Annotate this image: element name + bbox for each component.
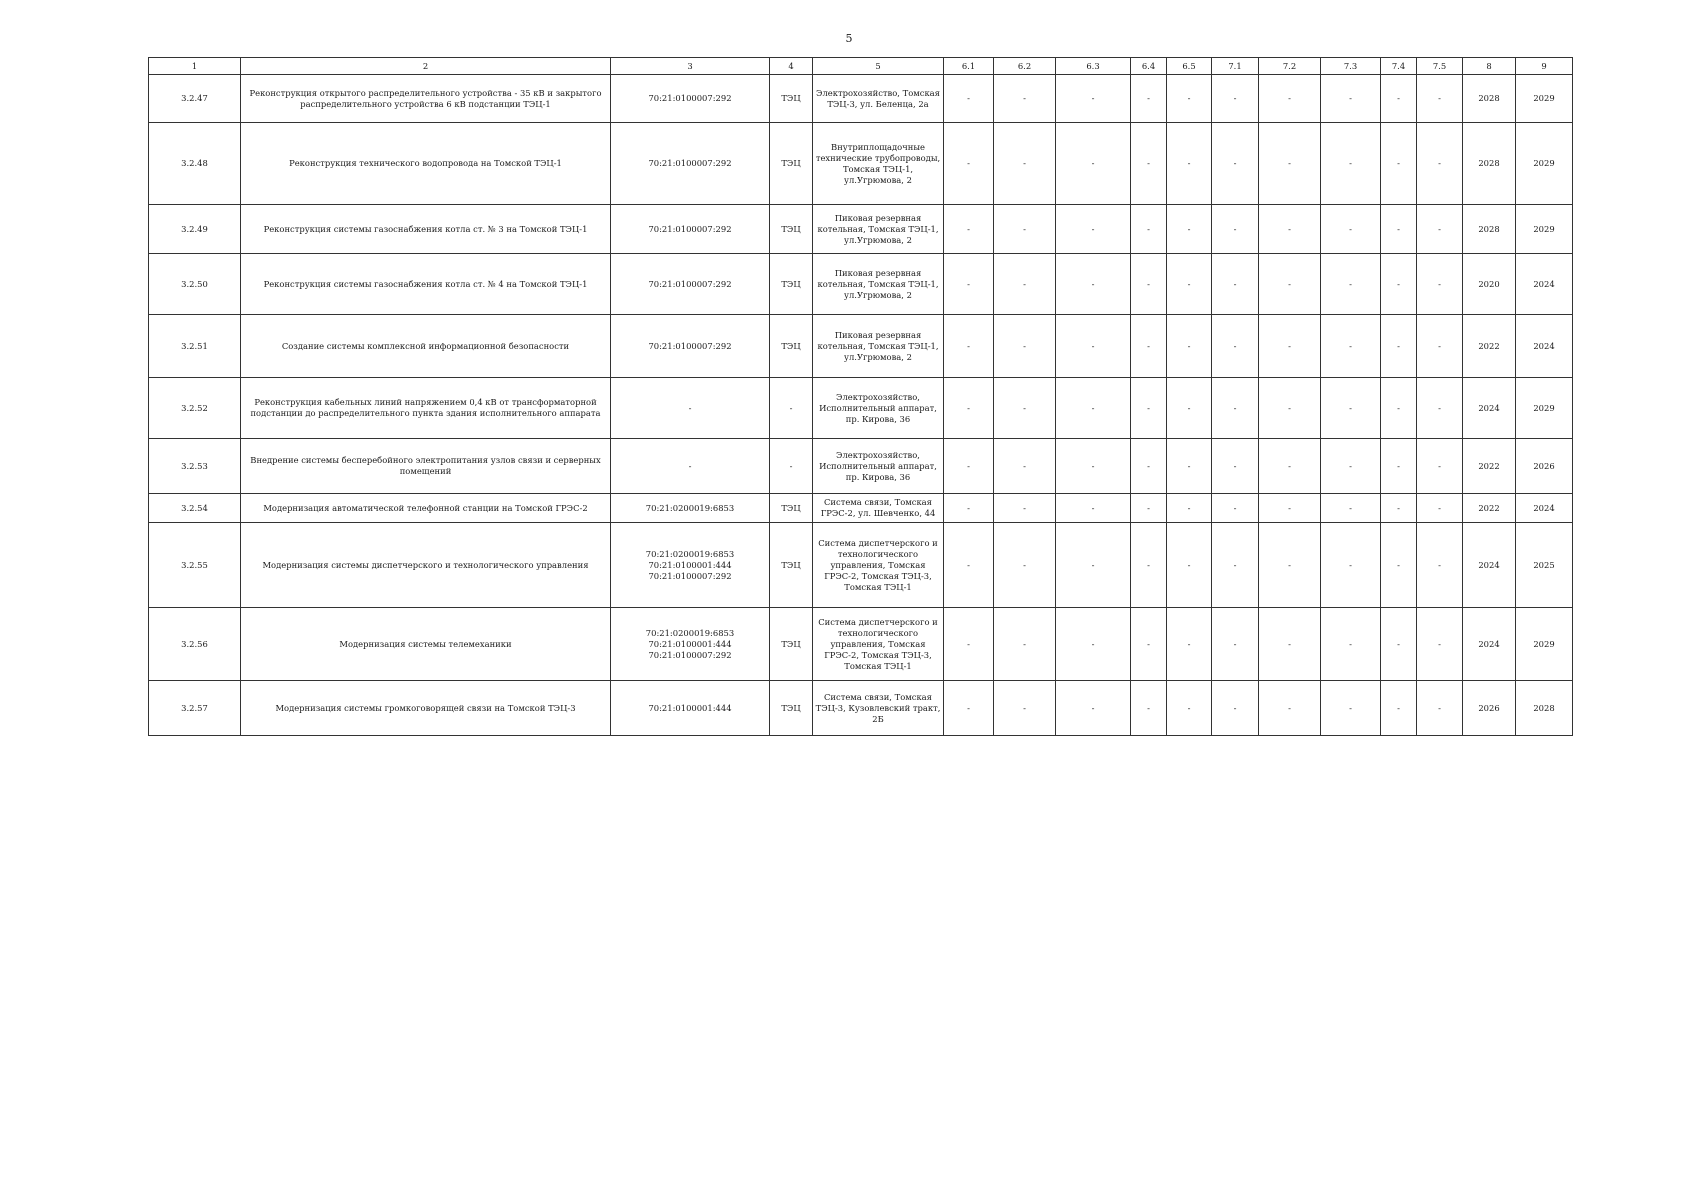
table-row — [149, 439, 1573, 494]
start-year-cell: 2022 — [1463, 494, 1516, 523]
value-6-2-cell: - — [994, 608, 1056, 681]
row-number-cell: 3.2.56 — [149, 608, 241, 681]
row-number-cell: 3.2.51 — [149, 315, 241, 378]
value-6-3-cell: - — [1056, 681, 1131, 736]
value-6-1-cell: - — [944, 681, 994, 736]
start-year-cell: 2028 — [1463, 123, 1516, 205]
value-7-3-cell: - — [1321, 439, 1381, 494]
value-6-2-cell: - — [994, 439, 1056, 494]
value-7-1-cell: - — [1212, 315, 1259, 378]
cadastral-number-cell: - — [611, 439, 770, 494]
project-name-cell: Внедрение системы бесперебойного электропитания узлов связи и серверных помещений — [241, 439, 611, 494]
object-type-cell: ТЭЦ — [770, 523, 813, 608]
value-7-4-cell: - — [1381, 75, 1417, 123]
start-year-cell: 2026 — [1463, 681, 1516, 736]
value-6-3-cell: - — [1056, 494, 1131, 523]
value-7-3-cell: - — [1321, 608, 1381, 681]
object-location-cell: Электрохозяйство, Исполнительный аппарат, пр. Кирова, 36 — [813, 378, 944, 439]
value-6-3-cell: - — [1056, 523, 1131, 608]
value-6-1-cell: - — [944, 523, 994, 608]
end-year-cell: 2024 — [1516, 315, 1573, 378]
value-7-2-cell: - — [1259, 254, 1321, 315]
value-6-3-cell: - — [1056, 205, 1131, 254]
page-number: 5 — [845, 32, 853, 45]
column-header: 7.2 — [1259, 58, 1321, 75]
cadastral-number-cell: 70:21:0100007:292 — [611, 315, 770, 378]
table-row — [149, 608, 1573, 681]
column-header: 6.4 — [1131, 58, 1167, 75]
table-row — [149, 205, 1573, 254]
value-6-1-cell: - — [944, 315, 994, 378]
project-name-cell: Создание системы комплексной информационной безопасности — [241, 315, 611, 378]
project-name-cell: Реконструкция системы газоснабжения котла ст. № 3 на Томской ТЭЦ-1 — [241, 205, 611, 254]
cadastral-number-cell: 70:21:0100007:292 — [611, 123, 770, 205]
value-7-4-cell: - — [1381, 123, 1417, 205]
table-row — [149, 315, 1573, 378]
project-name-cell: Модернизация системы телемеханики — [241, 608, 611, 681]
value-7-5-cell: - — [1417, 123, 1463, 205]
column-header: 3 — [611, 58, 770, 75]
object-location-cell: Пиковая резервная котельная, Томская ТЭЦ-1, ул.Угрюмова, 2 — [813, 315, 944, 378]
object-type-cell: ТЭЦ — [770, 494, 813, 523]
cadastral-number-cell: 70:21:0100001:444 — [611, 681, 770, 736]
value-6-1-cell: - — [944, 205, 994, 254]
table-row — [149, 123, 1573, 205]
value-7-4-cell: - — [1381, 378, 1417, 439]
value-7-2-cell: - — [1259, 523, 1321, 608]
value-6-5-cell: - — [1167, 123, 1212, 205]
end-year-cell: 2025 — [1516, 523, 1573, 608]
table-body — [149, 75, 1573, 736]
cadastral-number-cell: 70:21:0200019:6853 — [611, 494, 770, 523]
column-header: 7.5 — [1417, 58, 1463, 75]
start-year-cell: 2024 — [1463, 523, 1516, 608]
row-number-cell: 3.2.57 — [149, 681, 241, 736]
value-7-1-cell: - — [1212, 523, 1259, 608]
value-6-5-cell: - — [1167, 494, 1212, 523]
cadastral-number-cell: 70:21:0200019:6853 70:21:0100001:444 70:21:0100007:292 — [611, 608, 770, 681]
value-6-2-cell: - — [994, 523, 1056, 608]
value-7-3-cell: - — [1321, 123, 1381, 205]
value-6-4-cell: - — [1131, 681, 1167, 736]
value-7-1-cell: - — [1212, 75, 1259, 123]
start-year-cell: 2024 — [1463, 378, 1516, 439]
end-year-cell: 2029 — [1516, 205, 1573, 254]
object-type-cell: ТЭЦ — [770, 254, 813, 315]
value-7-1-cell: - — [1212, 205, 1259, 254]
table-row — [149, 494, 1573, 523]
table-row — [149, 254, 1573, 315]
column-header: 6.3 — [1056, 58, 1131, 75]
value-6-4-cell: - — [1131, 439, 1167, 494]
column-header: 6.2 — [994, 58, 1056, 75]
project-name-cell: Реконструкция системы газоснабжения котла ст. № 4 на Томской ТЭЦ-1 — [241, 254, 611, 315]
cadastral-number-cell: 70:21:0100007:292 — [611, 75, 770, 123]
value-7-1-cell: - — [1212, 608, 1259, 681]
object-location-cell: Система связи, Томская ГРЭС-2, ул. Шевченко, 44 — [813, 494, 944, 523]
value-6-2-cell: - — [994, 254, 1056, 315]
value-6-3-cell: - — [1056, 75, 1131, 123]
end-year-cell: 2029 — [1516, 608, 1573, 681]
value-7-2-cell: - — [1259, 439, 1321, 494]
value-7-5-cell: - — [1417, 523, 1463, 608]
value-6-5-cell: - — [1167, 681, 1212, 736]
project-name-cell: Реконструкция кабельных линий напряжением 0,4 кВ от трансформаторной подстанции до распределительного пункта здания исполнительного аппарата — [241, 378, 611, 439]
value-6-5-cell: - — [1167, 254, 1212, 315]
value-6-5-cell: - — [1167, 523, 1212, 608]
value-7-3-cell: - — [1321, 75, 1381, 123]
column-header: 7.4 — [1381, 58, 1417, 75]
value-7-3-cell: - — [1321, 681, 1381, 736]
start-year-cell: 2022 — [1463, 315, 1516, 378]
object-location-cell: Система диспетчерского и технологического управления, Томская ГРЭС-2, Томская ТЭЦ-3, Томская ТЭЦ-1 — [813, 608, 944, 681]
row-number-cell: 3.2.48 — [149, 123, 241, 205]
table-row — [149, 75, 1573, 123]
value-6-3-cell: - — [1056, 254, 1131, 315]
object-location-cell: Пиковая резервная котельная, Томская ТЭЦ-1, ул.Угрюмова, 2 — [813, 205, 944, 254]
data-table — [148, 57, 1573, 736]
column-header: 6.5 — [1167, 58, 1212, 75]
object-location-cell: Внутриплощадочные технические трубопроводы, Томская ТЭЦ-1, ул.Угрюмова, 2 — [813, 123, 944, 205]
value-7-1-cell: - — [1212, 439, 1259, 494]
object-location-cell: Электрохозяйство, Исполнительный аппарат, пр. Кирова, 36 — [813, 439, 944, 494]
row-number-cell: 3.2.52 — [149, 378, 241, 439]
project-name-cell: Реконструкция открытого распределительного устройства - 35 кВ и закрытого распределительного устройства 6 кВ подстанции ТЭЦ-1 — [241, 75, 611, 123]
value-6-4-cell: - — [1131, 494, 1167, 523]
value-6-2-cell: - — [994, 315, 1056, 378]
value-7-1-cell: - — [1212, 494, 1259, 523]
project-name-cell: Модернизация системы диспетчерского и технологического управления — [241, 523, 611, 608]
end-year-cell: 2024 — [1516, 254, 1573, 315]
value-7-5-cell: - — [1417, 378, 1463, 439]
cadastral-number-cell: 70:21:0100007:292 — [611, 254, 770, 315]
value-6-4-cell: - — [1131, 315, 1167, 378]
row-number-cell: 3.2.54 — [149, 494, 241, 523]
value-6-4-cell: - — [1131, 123, 1167, 205]
column-header: 6.1 — [944, 58, 994, 75]
value-6-4-cell: - — [1131, 254, 1167, 315]
value-7-1-cell: - — [1212, 681, 1259, 736]
value-7-2-cell: - — [1259, 681, 1321, 736]
value-7-2-cell: - — [1259, 75, 1321, 123]
value-6-1-cell: - — [944, 494, 994, 523]
value-6-1-cell: - — [944, 608, 994, 681]
row-number-cell: 3.2.55 — [149, 523, 241, 608]
value-6-2-cell: - — [994, 205, 1056, 254]
value-6-4-cell: - — [1131, 205, 1167, 254]
value-7-5-cell: - — [1417, 75, 1463, 123]
end-year-cell: 2029 — [1516, 123, 1573, 205]
value-7-3-cell: - — [1321, 254, 1381, 315]
value-7-1-cell: - — [1212, 254, 1259, 315]
end-year-cell: 2028 — [1516, 681, 1573, 736]
value-6-5-cell: - — [1167, 315, 1212, 378]
object-location-cell: Система диспетчерского и технологического управления, Томская ГРЭС-2, Томская ТЭЦ-3, Томская ТЭЦ-1 — [813, 523, 944, 608]
end-year-cell: 2026 — [1516, 439, 1573, 494]
value-7-4-cell: - — [1381, 254, 1417, 315]
value-7-3-cell: - — [1321, 378, 1381, 439]
value-7-4-cell: - — [1381, 205, 1417, 254]
project-name-cell: Модернизация автоматической телефонной станции на Томской ГРЭС-2 — [241, 494, 611, 523]
value-6-2-cell: - — [994, 123, 1056, 205]
row-number-cell: 3.2.47 — [149, 75, 241, 123]
value-7-4-cell: - — [1381, 315, 1417, 378]
value-7-2-cell: - — [1259, 123, 1321, 205]
value-6-5-cell: - — [1167, 608, 1212, 681]
value-6-5-cell: - — [1167, 378, 1212, 439]
value-7-1-cell: - — [1212, 123, 1259, 205]
value-6-5-cell: - — [1167, 205, 1212, 254]
value-6-3-cell: - — [1056, 439, 1131, 494]
value-6-3-cell: - — [1056, 315, 1131, 378]
start-year-cell: 2020 — [1463, 254, 1516, 315]
value-7-5-cell: - — [1417, 608, 1463, 681]
end-year-cell: 2029 — [1516, 378, 1573, 439]
value-6-1-cell: - — [944, 439, 994, 494]
row-number-cell: 3.2.49 — [149, 205, 241, 254]
start-year-cell: 2024 — [1463, 608, 1516, 681]
value-6-1-cell: - — [944, 378, 994, 439]
value-6-3-cell: - — [1056, 608, 1131, 681]
column-header: 7.3 — [1321, 58, 1381, 75]
value-6-5-cell: - — [1167, 439, 1212, 494]
value-7-5-cell: - — [1417, 681, 1463, 736]
column-header: 4 — [770, 58, 813, 75]
value-7-2-cell: - — [1259, 315, 1321, 378]
object-location-cell: Пиковая резервная котельная, Томская ТЭЦ-1, ул.Угрюмова, 2 — [813, 254, 944, 315]
value-7-1-cell: - — [1212, 378, 1259, 439]
column-header: 1 — [149, 58, 241, 75]
object-location-cell: Система связи, Томская ТЭЦ-3, Кузовлевский тракт, 2Б — [813, 681, 944, 736]
start-year-cell: 2022 — [1463, 439, 1516, 494]
project-name-cell: Реконструкция технического водопровода на Томской ТЭЦ-1 — [241, 123, 611, 205]
value-7-5-cell: - — [1417, 315, 1463, 378]
value-7-4-cell: - — [1381, 439, 1417, 494]
value-6-4-cell: - — [1131, 75, 1167, 123]
table-row — [149, 523, 1573, 608]
value-6-1-cell: - — [944, 254, 994, 315]
value-7-3-cell: - — [1321, 205, 1381, 254]
value-7-3-cell: - — [1321, 315, 1381, 378]
value-6-4-cell: - — [1131, 608, 1167, 681]
object-type-cell: - — [770, 439, 813, 494]
value-7-2-cell: - — [1259, 494, 1321, 523]
object-type-cell: ТЭЦ — [770, 608, 813, 681]
value-7-5-cell: - — [1417, 494, 1463, 523]
column-header: 5 — [813, 58, 944, 75]
object-type-cell: ТЭЦ — [770, 315, 813, 378]
value-6-4-cell: - — [1131, 523, 1167, 608]
value-6-2-cell: - — [994, 494, 1056, 523]
value-7-2-cell: - — [1259, 608, 1321, 681]
value-6-2-cell: - — [994, 75, 1056, 123]
column-header: 8 — [1463, 58, 1516, 75]
project-name-cell: Модернизация системы громкоговорящей связи на Томской ТЭЦ-3 — [241, 681, 611, 736]
column-header: 9 — [1516, 58, 1573, 75]
object-type-cell: ТЭЦ — [770, 205, 813, 254]
table-row — [149, 378, 1573, 439]
object-type-cell: ТЭЦ — [770, 681, 813, 736]
column-header: 7.1 — [1212, 58, 1259, 75]
value-7-4-cell: - — [1381, 523, 1417, 608]
cadastral-number-cell: 70:21:0200019:6853 70:21:0100001:444 70:21:0100007:292 — [611, 523, 770, 608]
value-6-1-cell: - — [944, 75, 994, 123]
value-6-3-cell: - — [1056, 378, 1131, 439]
object-type-cell: ТЭЦ — [770, 123, 813, 205]
object-type-cell: ТЭЦ — [770, 75, 813, 123]
value-7-3-cell: - — [1321, 494, 1381, 523]
value-7-5-cell: - — [1417, 205, 1463, 254]
value-7-4-cell: - — [1381, 494, 1417, 523]
row-number-cell: 3.2.50 — [149, 254, 241, 315]
value-6-2-cell: - — [994, 378, 1056, 439]
value-7-4-cell: - — [1381, 608, 1417, 681]
value-7-2-cell: - — [1259, 205, 1321, 254]
value-6-4-cell: - — [1131, 378, 1167, 439]
value-7-5-cell: - — [1417, 254, 1463, 315]
end-year-cell: 2024 — [1516, 494, 1573, 523]
object-type-cell: - — [770, 378, 813, 439]
value-7-2-cell: - — [1259, 378, 1321, 439]
start-year-cell: 2028 — [1463, 205, 1516, 254]
value-7-4-cell: - — [1381, 681, 1417, 736]
table-row — [149, 681, 1573, 736]
value-6-2-cell: - — [994, 681, 1056, 736]
cadastral-number-cell: 70:21:0100007:292 — [611, 205, 770, 254]
row-number-cell: 3.2.53 — [149, 439, 241, 494]
cadastral-number-cell: - — [611, 378, 770, 439]
value-6-3-cell: - — [1056, 123, 1131, 205]
value-7-5-cell: - — [1417, 439, 1463, 494]
start-year-cell: 2028 — [1463, 75, 1516, 123]
value-6-1-cell: - — [944, 123, 994, 205]
header-row — [149, 58, 1573, 75]
object-location-cell: Электрохозяйство, Томская ТЭЦ-3, ул. Беленца, 2а — [813, 75, 944, 123]
end-year-cell: 2029 — [1516, 75, 1573, 123]
value-7-3-cell: - — [1321, 523, 1381, 608]
value-6-5-cell: - — [1167, 75, 1212, 123]
column-header: 2 — [241, 58, 611, 75]
